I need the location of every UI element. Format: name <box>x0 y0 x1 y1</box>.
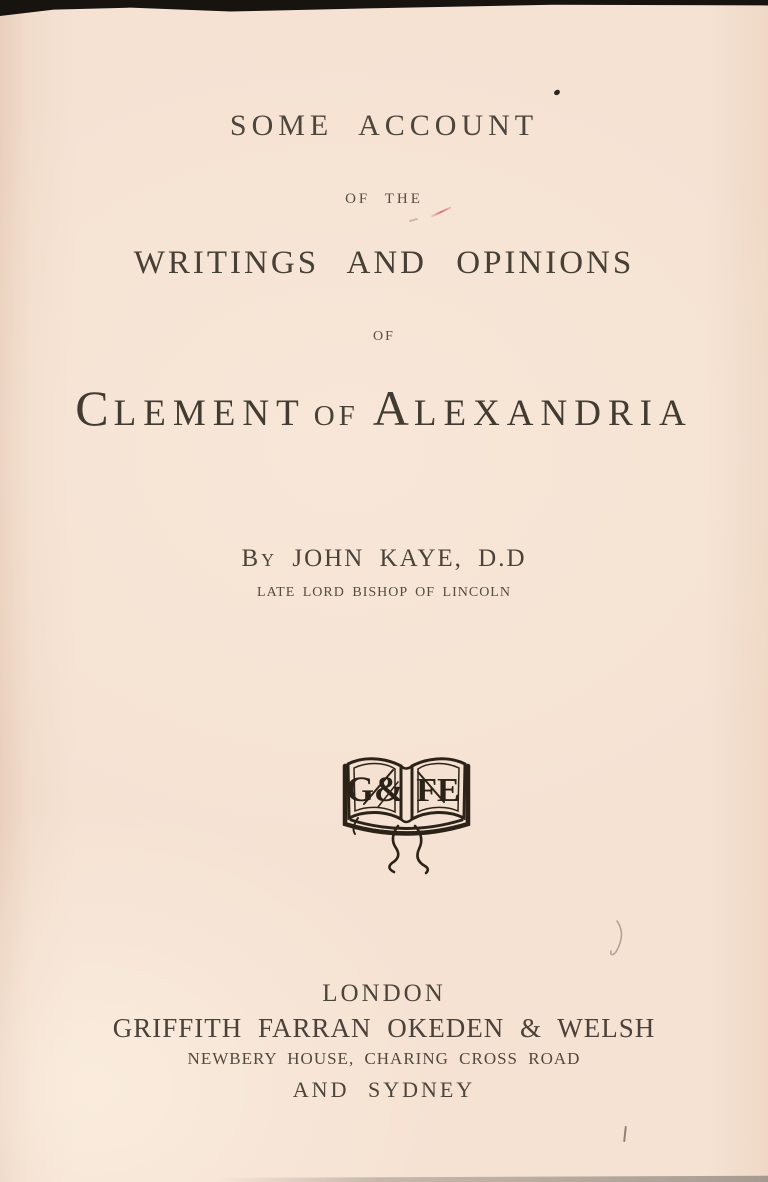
printer-device-ornament <box>338 750 474 876</box>
scan-edge-top <box>0 0 768 16</box>
scan-edge-bottom <box>215 1173 768 1182</box>
byline-author: JOHN KAYE, D.D <box>292 545 527 572</box>
work-title: WRITINGS AND OPINIONS <box>133 245 635 281</box>
subject-initial-a: A <box>372 380 414 436</box>
imprint-publisher: GRIFFITH FARRAN OKEDEN & WELSH <box>112 1013 656 1043</box>
imprint-additional-city: AND SYDNEY <box>292 1077 476 1102</box>
pen-tick-mark <box>623 1126 627 1142</box>
subject-connector-of: OF <box>313 400 359 432</box>
imprint-city: LONDON <box>322 980 446 1007</box>
ornament-right-monogram: FE <box>416 772 460 809</box>
ink-spot-mark <box>553 89 560 96</box>
subject-initial-c: C <box>75 380 114 436</box>
pencil-curl-mark <box>603 915 629 968</box>
connector-of: OF <box>373 329 395 344</box>
red-pen-mark <box>431 206 452 217</box>
ornament-left-monogram: G& <box>346 769 404 809</box>
byline-by: By <box>241 545 278 572</box>
imprint-address: NEWBERY HOUSE, CHARING CROSS ROAD <box>187 1049 581 1068</box>
subject-title <box>0 368 768 448</box>
author-title: LATE LORD BISHOP OF LINCOLN <box>257 585 511 600</box>
byline <box>0 545 768 573</box>
subject-body-lexandria: LEXANDRIA <box>413 393 693 434</box>
faint-smudge-mark <box>409 218 418 222</box>
subject-body-lement: LEMENT <box>113 393 306 434</box>
connector-of-the: OF THE <box>345 191 423 207</box>
pretitle: SOME ACCOUNT <box>229 109 539 142</box>
